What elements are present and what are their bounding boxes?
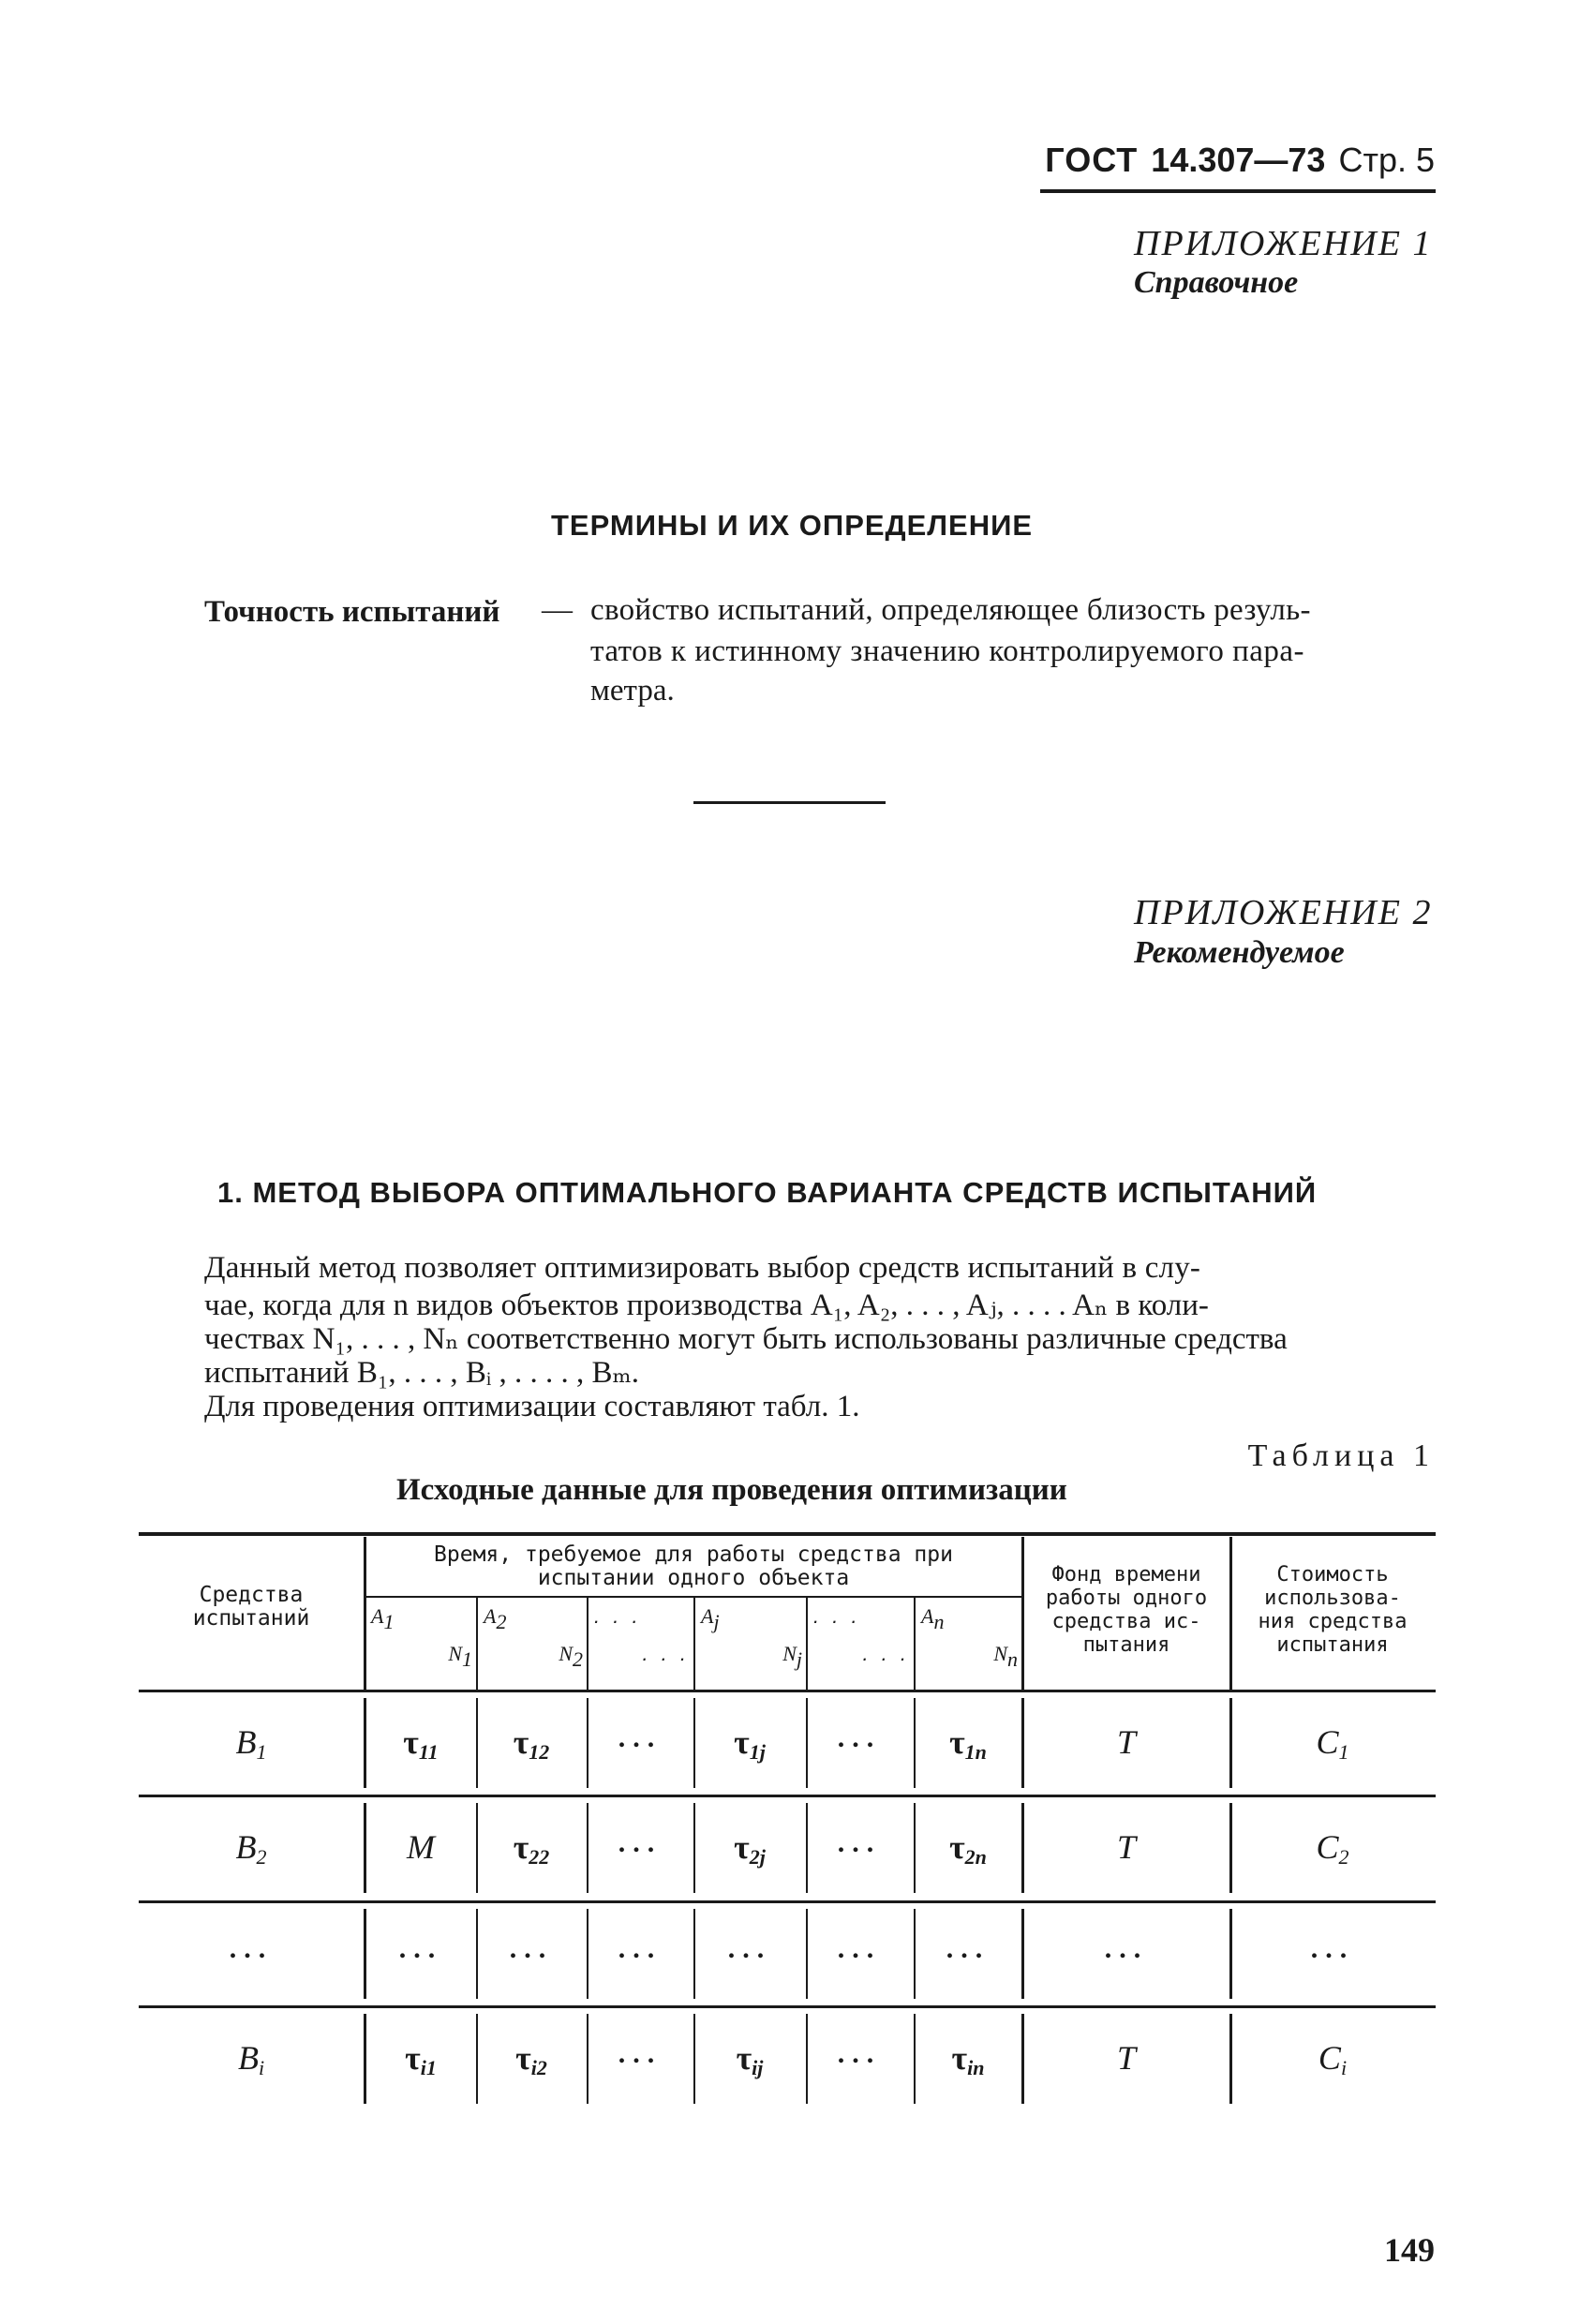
cell-divider (476, 1803, 478, 1893)
col-divider (476, 1598, 478, 1690)
page-number: 149 (1384, 2231, 1435, 2269)
row-means-cell (141, 1933, 362, 1965)
cell-divider (587, 2014, 588, 2104)
time-cell (695, 1933, 804, 1965)
time-symbol: ... (946, 1933, 991, 1964)
quantity-index: 2 (573, 1647, 583, 1671)
time-symbol: ... (837, 1722, 882, 1753)
definition-line: татов к истинному значению контролируемого пара- (590, 634, 1305, 668)
time-cell (586, 2038, 694, 2070)
subcolumn-object-label (813, 1604, 861, 1629)
appendix2-subtitle: Рекомендуемое (1134, 935, 1345, 970)
means-symbol: B (235, 1828, 257, 1866)
time-cell (366, 1827, 475, 1867)
fund-header (1025, 1563, 1228, 1657)
cell-divider (587, 1803, 588, 1893)
time-symbol: ... (618, 1933, 663, 1964)
col-divider (587, 1598, 588, 1690)
cost-cell (1233, 1722, 1432, 1765)
cell-divider (476, 1698, 478, 1788)
time-index: 22 (529, 1845, 550, 1869)
definition-line: метра. (590, 674, 675, 708)
means-index: i (258, 2056, 265, 2079)
cell-divider (364, 1698, 366, 1788)
object-symbol: A (484, 1604, 497, 1628)
time-symbol: τ (403, 1723, 419, 1761)
appendix1-subtitle: Справочное (1134, 265, 1299, 300)
cell-divider (364, 2014, 366, 2104)
table-row-rule (139, 1900, 1436, 1903)
quantity-symbol: N (993, 1642, 1007, 1665)
time-symbol: τ (736, 2039, 752, 2077)
paragraph-line: Для проведения оптимизации составляют табл. 1. (204, 1390, 860, 1423)
time-index: 2n (964, 1845, 987, 1869)
cell-divider (806, 2014, 808, 2104)
object-index: n (933, 1610, 945, 1633)
time-cell (914, 1827, 1022, 1870)
time-cell (914, 1722, 1022, 1765)
cost-index: i (1340, 2056, 1348, 2079)
subcolumn-quantity-label (782, 1642, 802, 1672)
time-symbol: τ (513, 1828, 529, 1866)
time-symbol: ... (509, 1933, 554, 1964)
cell-divider (1229, 1803, 1232, 1893)
time-symbol: ... (398, 1933, 443, 1964)
table-row-rule (139, 2005, 1436, 2008)
row-means-cell (141, 1722, 362, 1765)
time-index: 1j (749, 1740, 766, 1764)
table-number: Таблица 1 (1247, 1438, 1435, 1473)
time-symbol: τ (951, 2039, 968, 2077)
object-index: 1 (383, 1610, 395, 1633)
time-header-line: Время, требуемое для работы средства при (434, 1542, 953, 1567)
cost-header-line: использова- (1264, 1587, 1401, 1610)
cost-symbol: C (1318, 2039, 1341, 2077)
cell-divider (806, 1909, 808, 1999)
time-index: i1 (420, 2056, 437, 2079)
object-symbol: . . . (813, 1604, 861, 1628)
time-cell (366, 2038, 475, 2080)
time-symbol: ... (618, 1722, 663, 1753)
row-means-cell (141, 2038, 362, 2080)
quantity-index: n (1007, 1647, 1018, 1671)
time-symbol: τ (949, 1723, 965, 1761)
time-cell (914, 2038, 1022, 2080)
fund-header-line: работы одного (1045, 1587, 1208, 1610)
time-index: in (967, 2056, 985, 2079)
method-heading: 1. МЕТОД ВЫБОРА ОПТИМАЛЬНОГО ВАРИАНТА СРЕДСТВ ИСПЫТАНИЙ (217, 1176, 1318, 1209)
subcolumn-quantity-label (642, 1642, 690, 1666)
term-dash: — (542, 593, 573, 627)
cost-symbol: C (1316, 1828, 1339, 1866)
col-divider (693, 1598, 695, 1690)
means-index: 1 (256, 1740, 267, 1764)
cell-divider (914, 1909, 916, 1999)
col-divider (914, 1598, 916, 1690)
time-header (367, 1543, 1020, 1590)
means-index: 2 (256, 1845, 267, 1869)
col-divider (364, 1537, 366, 1690)
time-symbol: ... (837, 2038, 882, 2069)
time-cell (477, 1933, 586, 1965)
subcolumn-object-label (701, 1604, 720, 1634)
time-cell (805, 1827, 914, 1859)
time-cell (914, 1933, 1022, 1965)
cell-divider (806, 1803, 808, 1893)
cost-header-line: ния средства (1258, 1610, 1408, 1633)
paragraph-line: Данный метод позволяет оптимизировать выбор средств испытаний в слу- (204, 1251, 1201, 1285)
table-title: Исходные данные для проведения оптимизации (396, 1473, 1067, 1507)
subcolumn-quantity-label (448, 1642, 472, 1672)
time-symbol: ... (618, 2038, 663, 2069)
cost-header-line: испытания (1276, 1633, 1389, 1657)
cost-cell (1233, 1827, 1432, 1870)
means-header-line: испытаний (192, 1606, 310, 1631)
quantity-symbol: . . . (642, 1642, 690, 1665)
time-index: 2j (749, 1845, 766, 1869)
cell-divider (476, 2014, 478, 2104)
subcolumn-object-label (484, 1604, 506, 1634)
running-head (1045, 141, 1435, 180)
col-divider (806, 1598, 808, 1690)
cell-divider (364, 1803, 366, 1893)
cell-divider (1021, 1698, 1024, 1788)
cost-cell (1233, 1933, 1432, 1965)
table-row-rule (139, 1795, 1436, 1797)
time-index: ij (752, 2056, 764, 2079)
time-index: 11 (418, 1740, 439, 1764)
time-cell (695, 1722, 804, 1765)
standard-number: 14.307—73 (1151, 141, 1326, 179)
object-symbol: . . . (594, 1604, 642, 1628)
fund-header-line: Фонд времени (1051, 1563, 1201, 1587)
time-cell (805, 2038, 914, 2070)
object-index: 2 (496, 1610, 507, 1633)
cell-divider (914, 1698, 916, 1788)
means-header (141, 1584, 362, 1631)
cost-symbol: ... (1310, 1933, 1355, 1964)
time-index: 12 (529, 1740, 550, 1764)
time-cell (366, 1933, 475, 1965)
header-rule (1040, 189, 1436, 193)
time-symbol: ... (727, 1933, 772, 1964)
time-symbol: τ (405, 2039, 421, 2077)
means-symbol: ... (229, 1933, 274, 1964)
time-cell (805, 1722, 914, 1754)
fund-cell: T (1116, 1828, 1137, 1866)
cell-divider (693, 1698, 695, 1788)
means-header-line: Средства (199, 1583, 304, 1607)
subcolumn-quantity-label (559, 1642, 583, 1672)
time-cell (695, 2038, 804, 2080)
subcolumn-quantity-label (993, 1642, 1018, 1672)
object-symbol: A (371, 1604, 384, 1628)
cost-index: 2 (1338, 1845, 1349, 1869)
time-cell (477, 1827, 586, 1870)
section-divider (693, 801, 886, 804)
table-header-rule (139, 1690, 1436, 1692)
quantity-symbol: . . . (862, 1642, 910, 1665)
cell-divider (587, 1698, 588, 1788)
time-cell (695, 1827, 804, 1870)
cell-divider (693, 1803, 695, 1893)
fund-cell: ... (1104, 1933, 1149, 1964)
quantity-index: 1 (462, 1647, 472, 1671)
appendix1-title: ПРИЛОЖЕНИЕ 1 (1134, 224, 1433, 263)
col-divider (1229, 1537, 1232, 1690)
time-cell (805, 1933, 914, 1965)
quantity-symbol: N (782, 1642, 797, 1665)
col-divider (1021, 1537, 1024, 1690)
time-symbol: τ (513, 1723, 529, 1761)
object-symbol: A (921, 1604, 934, 1628)
cell-divider (476, 1909, 478, 1999)
cost-symbol: C (1316, 1723, 1339, 1761)
paragraph-line: испытаний B₁, . . . , Bᵢ , . . . . , Bₘ. (204, 1356, 640, 1390)
time-symbol: ... (618, 1827, 663, 1858)
page-label: Стр. 5 (1338, 141, 1435, 179)
cost-cell (1233, 2038, 1432, 2080)
cost-header (1233, 1563, 1432, 1657)
time-symbol: M (407, 1828, 435, 1866)
object-symbol: A (701, 1604, 714, 1628)
subcolumn-quantity-label (862, 1642, 910, 1666)
subcolumn-object-label (921, 1604, 944, 1634)
subcolumn-object-label (594, 1604, 642, 1629)
cell-divider (914, 2014, 916, 2104)
time-symbol: τ (734, 1828, 750, 1866)
time-header-line: испытании одного объекта (537, 1566, 850, 1590)
time-cell (586, 1933, 694, 1965)
cell-divider (693, 1909, 695, 1999)
cell-divider (587, 1909, 588, 1999)
terms-heading: ТЕРМИНЫ И ИХ ОПРЕДЕЛЕНИЕ (551, 509, 1034, 542)
cell-divider (914, 1803, 916, 1893)
time-symbol: ... (837, 1827, 882, 1858)
row-means-cell (141, 1827, 362, 1870)
means-symbol: B (235, 1723, 257, 1761)
subcolumn-object-label (371, 1604, 394, 1634)
cell-divider (1021, 1803, 1024, 1893)
cost-header-line: Стоимость (1276, 1563, 1389, 1587)
fund-header-line: средства ис- (1051, 1610, 1201, 1633)
table-top-rule (139, 1532, 1436, 1536)
time-symbol: τ (515, 2039, 531, 2077)
fund-cell: T (1116, 2039, 1137, 2077)
paragraph-line: чествах N₁, . . . , Nₙ соответственно могут быть использованы различные средства (204, 1322, 1288, 1356)
time-cell (586, 1827, 694, 1859)
cell-divider (1021, 1909, 1024, 1999)
time-cell (477, 2038, 586, 2080)
appendix2-title: ПРИЛОЖЕНИЕ 2 (1134, 893, 1433, 932)
term-name: Точность испытаний (204, 595, 500, 629)
means-symbol: B (237, 2039, 259, 2077)
time-cell (586, 1722, 694, 1754)
time-index: i2 (530, 2056, 547, 2079)
standard-label: ГОСТ (1045, 141, 1139, 179)
cell-divider (806, 1698, 808, 1788)
fund-cell: T (1116, 1723, 1137, 1761)
cell-divider (364, 1909, 366, 1999)
cell-divider (1229, 2014, 1232, 2104)
quantity-index: j (796, 1647, 802, 1671)
time-index: 1n (964, 1740, 987, 1764)
quantity-symbol: N (448, 1642, 462, 1665)
time-symbol: τ (734, 1723, 750, 1761)
cell-divider (1229, 1909, 1232, 1999)
paragraph-line: чае, когда для n видов объектов производства A₁, A₂, . . . , Aⱼ, . . . . Aₙ в коли- (204, 1289, 1209, 1322)
definition-line: свойство испытаний, определяющее близость резуль- (590, 593, 1311, 627)
time-symbol: τ (949, 1828, 965, 1866)
time-cell (477, 1722, 586, 1765)
time-cell (366, 1722, 475, 1765)
object-index: j (713, 1610, 720, 1633)
fund-header-line: пытания (1082, 1633, 1170, 1657)
time-symbol: ... (837, 1933, 882, 1964)
quantity-symbol: N (559, 1642, 573, 1665)
cell-divider (1021, 2014, 1024, 2104)
cell-divider (693, 2014, 695, 2104)
cell-divider (1229, 1698, 1232, 1788)
cost-index: 1 (1338, 1740, 1349, 1764)
